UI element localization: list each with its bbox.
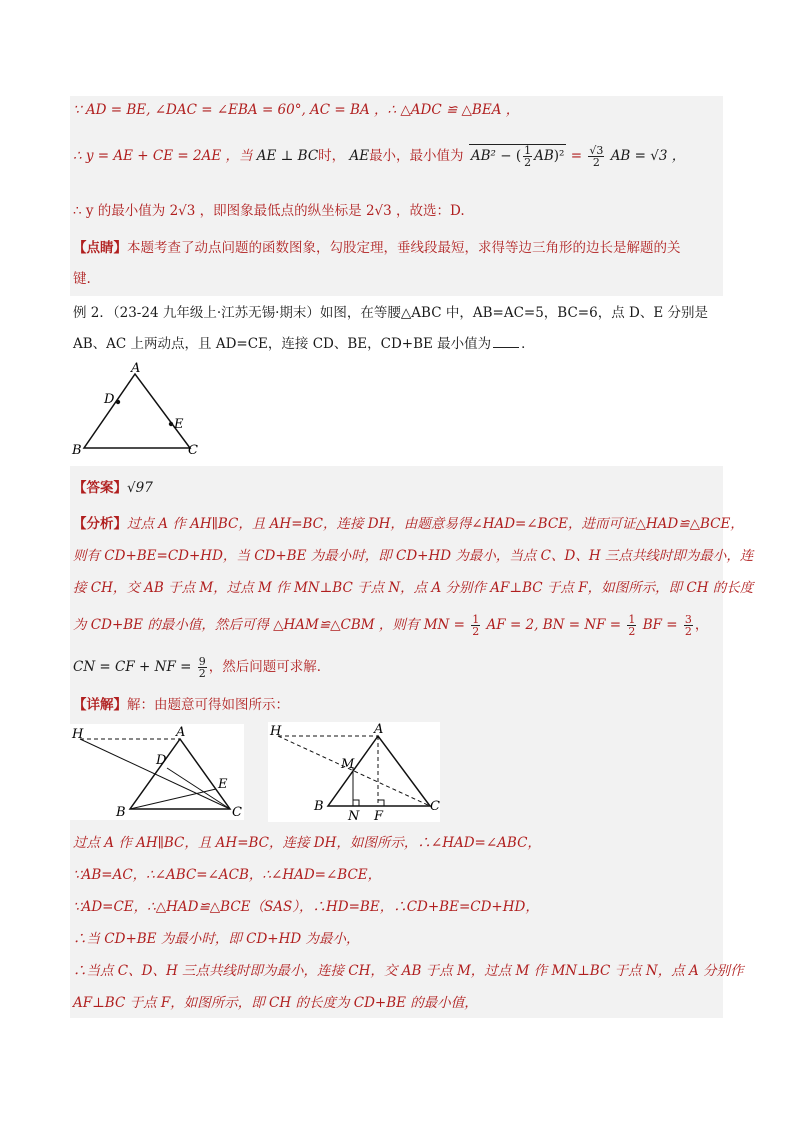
analysis-line-4: 为 CD+BE 的最小值，然后可得 △HAM≌△CBM ，则有 MN = $\frac{1}{2}$ AF = 2, BN = NF = $\frac{1}{2}$ BF = $\frac{3}{2}$ ，: [73, 613, 709, 638]
answer-blank: [493, 335, 519, 348]
svg-text:D: D: [156, 753, 167, 768]
sqrt-expression: AB² − ( $\frac{1}{2}$ AB)²: [470, 144, 565, 169]
point-d: [116, 400, 120, 404]
prev-solution-block: [70, 96, 723, 296]
detail-line-4: ∴当 CD+BE 为最小时，即 CD+HD 为最小，: [73, 931, 360, 947]
example-line-1: 例 2．（23-24 九年级上·江苏无锡·期末）如图，在等腰△ABC 中，AB=AC=5，BC=6，点 D、E 分别是: [73, 305, 708, 321]
triangle-abc: [84, 374, 190, 448]
detail-line-1: 过点 A 作 AH∥BC，且 AH=BC，连接 DH，如图所示，∴∠HAD=∠ABC，: [73, 835, 541, 851]
label-d: D: [104, 392, 115, 407]
svg-text:E: E: [218, 777, 228, 792]
svg-text:C: C: [232, 805, 242, 820]
detail-figure-2: [268, 722, 440, 822]
detail-line-6: AF⊥BC 于点 F，如图所示，即 CH 的长度为 CD+BE 的最小值，: [73, 995, 478, 1011]
answer-value: √97: [127, 480, 153, 496]
answer-line: 【答案】√97: [73, 480, 153, 496]
detail-line-5: ∴当点 C、D、H 三点共线时即为最小，连接 CH，交 AB 于点 M，过点 M 作 MN⊥BC 于点 N，点 A 分别作: [73, 963, 744, 979]
detail-intro: 【详解】解：由题意可得如图所示：: [73, 697, 289, 713]
detail-line-3: ∵AD=CE，∴△HAD≌△BCE（SAS），∴HD=BE，∴CD+BE=CD+HD，: [73, 899, 539, 915]
svg-text:B: B: [116, 805, 126, 820]
analysis-line-2: 则有 CD+BE=CD+HD，当 CD+BE 为最小时，即 CD+HD 为最小，当点 C、D、H 三点共线时即为最小，连: [73, 548, 754, 564]
svg-text:A: A: [374, 722, 384, 737]
point-e: [169, 422, 173, 426]
analysis-line-3: 接 CH，交 AB 于点 M，过点 M 作 MN⊥BC 于点 N，点 A 分别作 AF⊥BC 于点 F，如图所示，即 CH 的长度: [73, 580, 754, 596]
svg-text:N: N: [348, 809, 360, 822]
triangle-figure: [70, 362, 210, 462]
svg-text:F: F: [374, 809, 384, 822]
prev-line-3: ∴ y 的最小值为 2√3 ，即图象最低点的纵坐标是 2√3 ，故选：D.: [73, 203, 465, 219]
svg-text:H: H: [72, 727, 84, 742]
prev-line-2: ∴ y = AE + CE = 2AE ，当 AE ⊥ BC时， AE最小，最小值为 AB² − ( $\frac{1}{2}$ AB)² = $\frac{√3}{2}$ AB = √3 ，: [73, 144, 686, 169]
label-c: C: [188, 443, 198, 458]
detail-figure-1: [70, 724, 244, 820]
analysis-line-1: 【分析】过点 A 作 AH∥BC，且 AH=BC，连接 DH，由题意易得∠HAD=∠BCE，进而可证△HAD≌△BCE，: [73, 516, 744, 532]
example-line-2: AB、AC 上两动点，且 AD=CE，连接 CD、BE，CD+BE 最小值为 ．: [73, 336, 535, 352]
label-a: A: [131, 362, 141, 376]
analysis-line-5: CN = CF + NF = $\frac{9}{2}$ ，然后问题可求解．: [73, 655, 331, 680]
dianjing-line-1: 【点睛】本题考查了动点问题的函数图象，勾股定理，垂线段最短，求得等边三角形的边长是解题的关: [73, 240, 681, 256]
svg-text:H: H: [270, 724, 282, 739]
label-e: E: [174, 417, 184, 432]
svg-text:M: M: [341, 757, 355, 772]
prev-line-1: ∵ AD = BE, ∠DAC = ∠EBA = 60°, AC = BA ，∴ △ADC ≌ △BEA ，: [73, 102, 520, 118]
detail-line-2: ∵AB=AC，∴∠ABC=∠ACB，∴∠HAD=∠BCE，: [73, 867, 382, 883]
svg-text:A: A: [176, 725, 186, 740]
dianjing-line-2: 键.: [73, 271, 91, 287]
svg-text:C: C: [430, 799, 440, 814]
svg-text:B: B: [314, 799, 324, 814]
label-b: B: [72, 443, 82, 458]
